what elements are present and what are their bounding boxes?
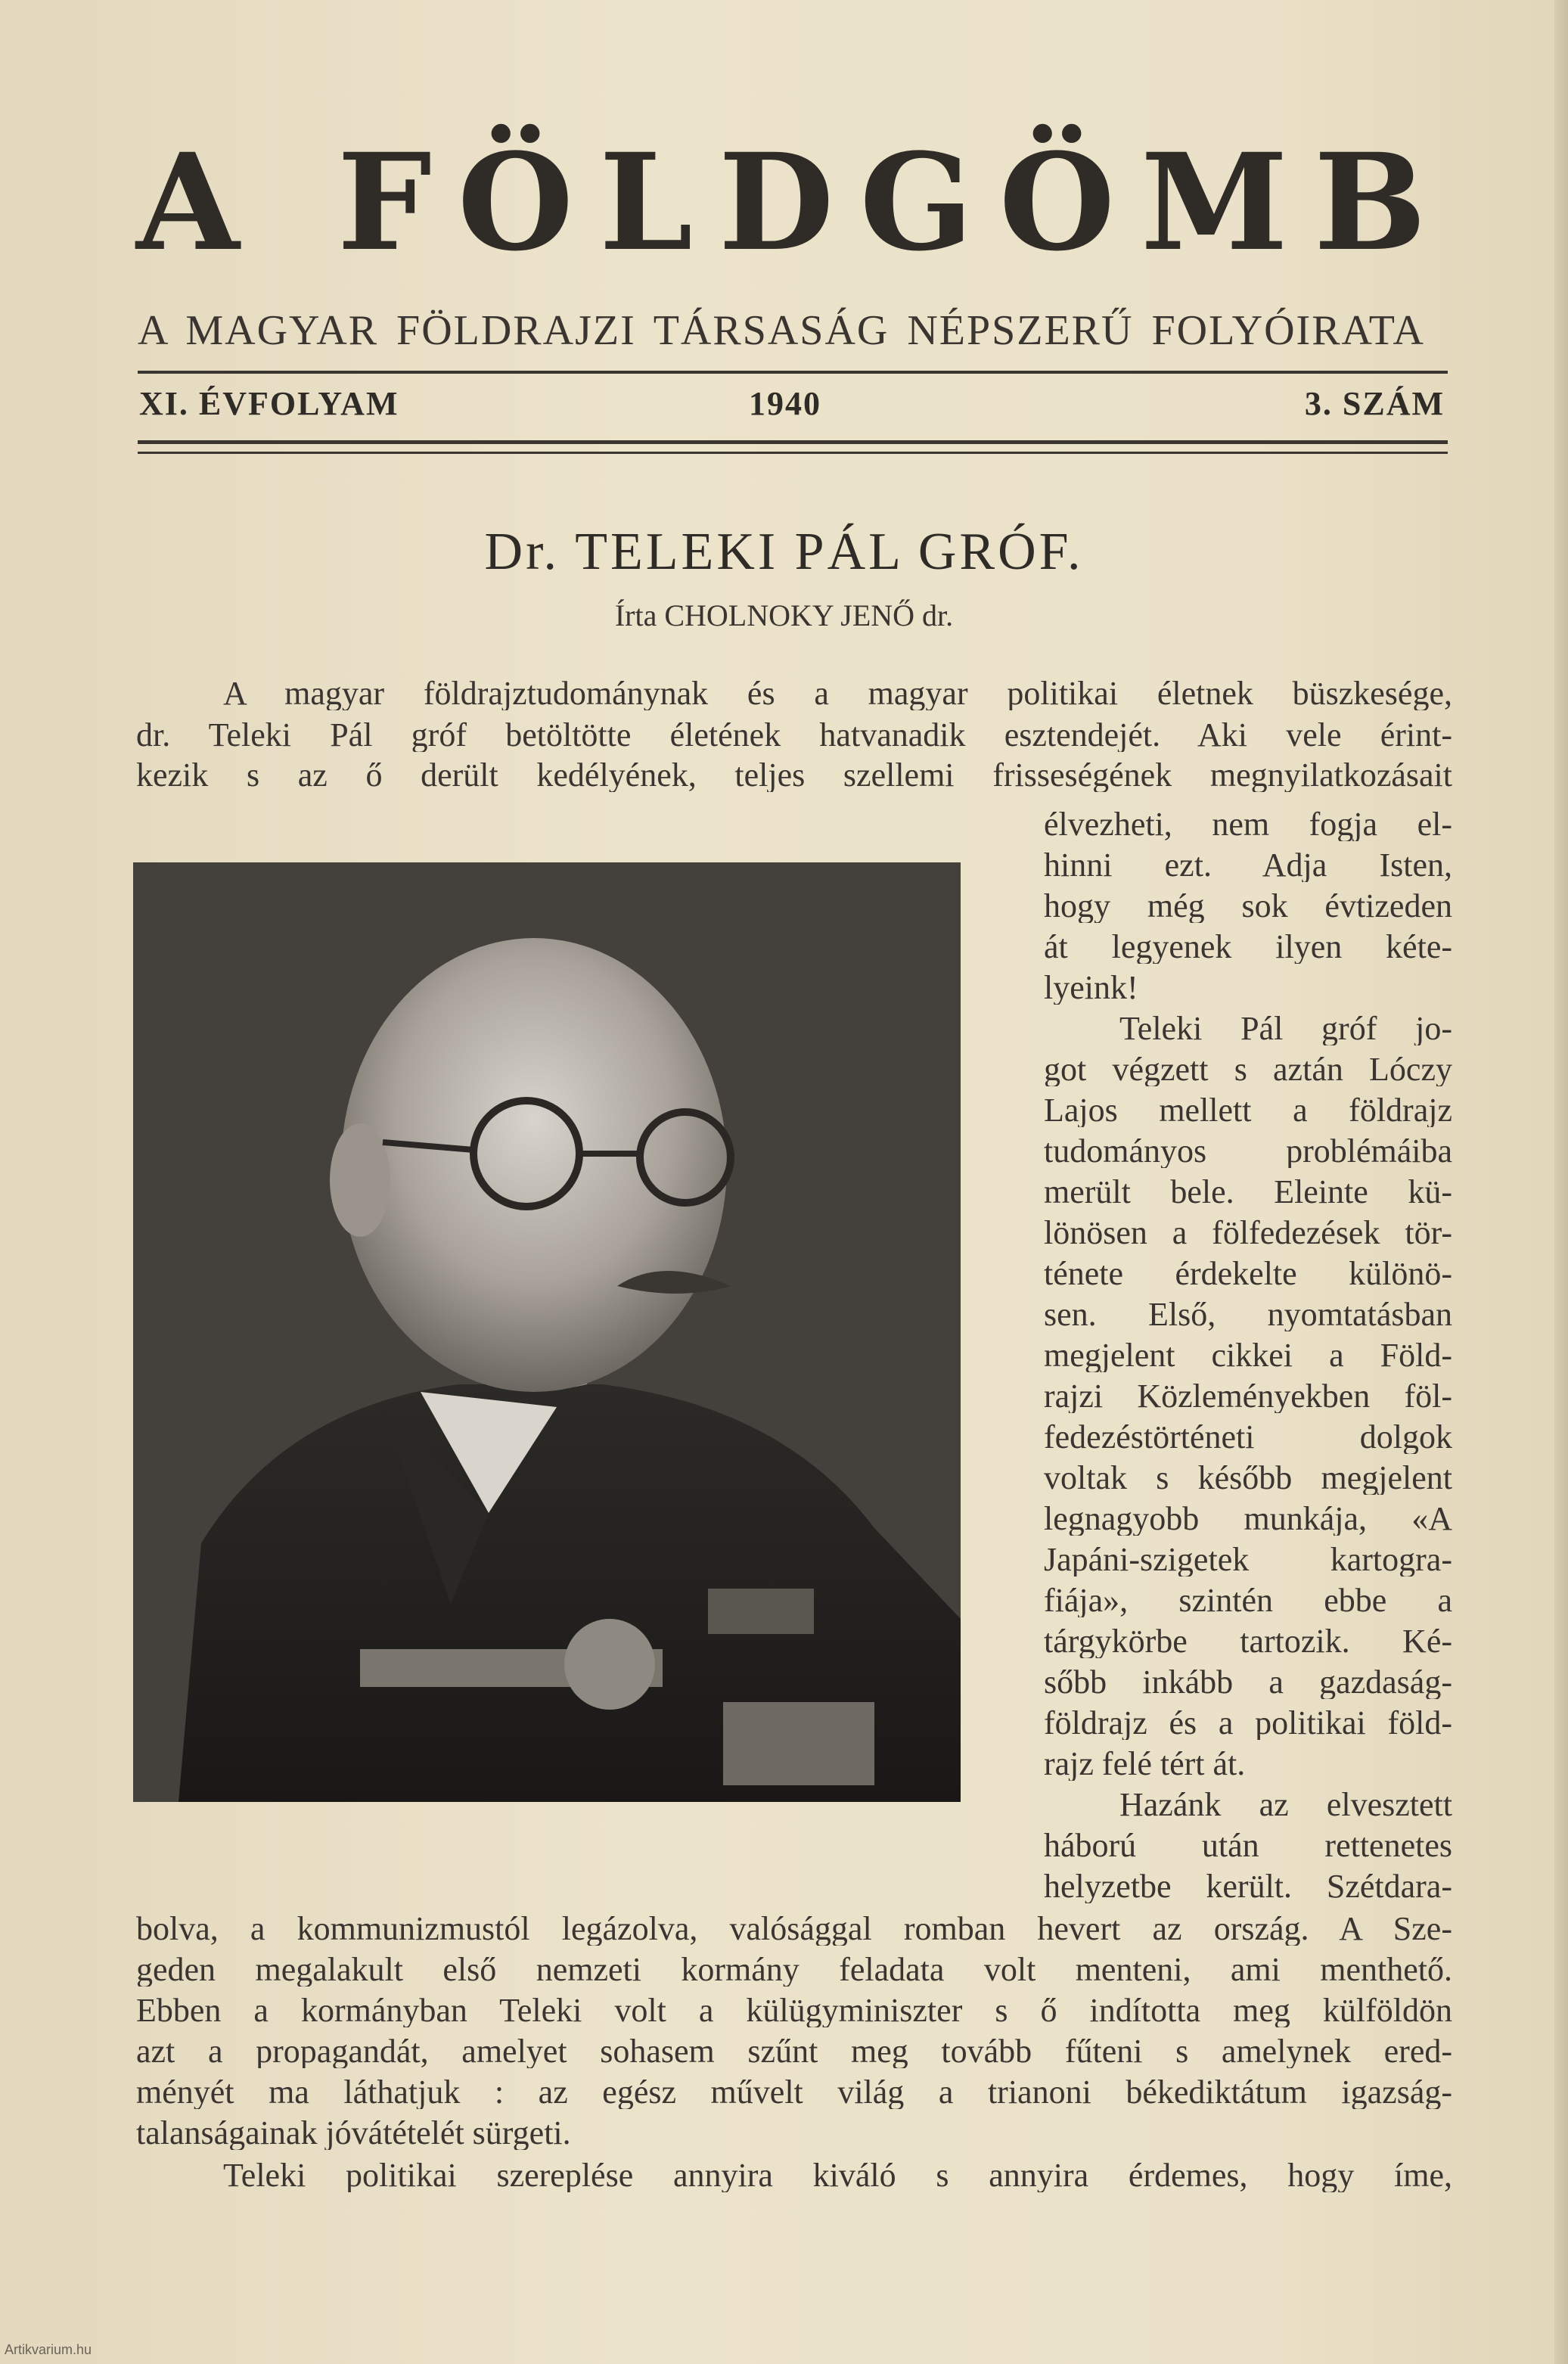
body-line: fedezéstörténeti dolgok (1044, 1421, 1452, 1454)
watermark-credit: Artikvarium.hu (5, 2342, 92, 2357)
body-line: azt a propagandát, amelyet sohasem szűnt meg tovább fűteni s amelynek ered- (136, 2035, 1452, 2068)
volume-label: XI. ÉVFOLYAM (139, 385, 399, 422)
portrait-photo (133, 862, 961, 1802)
body-line: Teleki politikai szereplése annyira kiváló s annyira érdemes, hogy íme, (223, 2159, 1452, 2192)
body-line: bolva, a kommunizmustól legázolva, valósággal romban hevert az ország. A Sze- (136, 1912, 1452, 1946)
body-line: Ebben a kormányban Teleki volt a külügyminiszter s ő indította meg külföldön (136, 1994, 1452, 2027)
body-line: élvezheti, nem fogja el- (1044, 808, 1452, 841)
body-line: hogy még sok évtizeden (1044, 890, 1452, 923)
body-line: helyzetbe került. Szétdara- (1044, 1870, 1452, 1903)
body-line: A magyar földrajztudománynak és a magyar politikai életnek büszkesége, (223, 677, 1452, 710)
body-line: tárgykörbe tartozik. Ké- (1044, 1625, 1452, 1658)
article-title: Dr. TELEKI PÁL GRÓF. (484, 523, 1084, 581)
body-line: got végzett s aztán Lóczy (1044, 1053, 1452, 1086)
masthead-title: A FÖLDGÖMB (136, 124, 1452, 281)
body-line: hinni ezt. Adja Isten, (1044, 849, 1452, 882)
body-line: rajzi Közleményekben föl- (1044, 1380, 1452, 1413)
body-line: sőbb inkább a gazdaság- (1044, 1666, 1452, 1699)
body-line: Japáni-szigetek kartogra- (1044, 1543, 1452, 1577)
body-line: dr. Teleki Pál gróf betöltötte életének hatvanadik esztendejét. Aki vele érint- (136, 719, 1452, 752)
masthead-rule-top (138, 371, 1448, 374)
body-line: fiája», szintén ebbe a (1044, 1584, 1452, 1617)
body-line: Hazánk az elvesztett (1119, 1788, 1452, 1822)
body-line: ményét ma láthatjuk : az egész művelt világ a trianoni békediktátum igazság- (136, 2076, 1452, 2109)
body-line: lyeink! (1044, 971, 1138, 1005)
body-line: ténete érdekelte különö- (1044, 1257, 1452, 1291)
masthead-rule-thin (138, 452, 1448, 454)
portrait-illustration (133, 862, 961, 1802)
body-line: rajz felé tért át. (1044, 1747, 1246, 1781)
body-line: voltak s később megjelent (1044, 1462, 1452, 1495)
masthead-subtitle: A MAGYAR FÖLDRAJZI TÁRSASÁG NÉPSZERŰ FOLYÓIRATA (138, 307, 1425, 354)
body-line: háború után rettenetes (1044, 1829, 1452, 1862)
body-line: tudományos problémáiba (1044, 1135, 1452, 1168)
body-line: talanságainak jóvátételét sürgeti. (136, 2117, 571, 2150)
body-line: kezik s az ő derült kedélyének, teljes szellemi frisseségének megnyilatkozásait (136, 759, 1452, 792)
article-byline: Írta CHOLNOKY JENŐ dr. (614, 598, 954, 632)
body-line: lönösen a fölfedezések tör- (1044, 1216, 1452, 1250)
issue-number: 3. SZÁM (1304, 385, 1445, 422)
body-line: át legyenek ilyen kéte- (1044, 930, 1452, 964)
year-label: 1940 (749, 385, 821, 422)
body-line: Lajos mellett a földrajz (1044, 1094, 1452, 1127)
body-line: földrajz és a politikai föld- (1044, 1707, 1452, 1740)
body-line: sen. Első, nyomtatásban (1044, 1298, 1452, 1331)
body-line: merült bele. Eleinte kü- (1044, 1176, 1452, 1209)
body-line: legnagyobb munkája, «A (1044, 1502, 1452, 1536)
body-line: Teleki Pál gróf jo- (1119, 1012, 1452, 1045)
body-line: geden megalakult első nemzeti kormány feladata volt menteni, ami menthető. (136, 1953, 1452, 1987)
page-edge-shadow (1554, 0, 1568, 2364)
body-line: megjelent cikkei a Föld- (1044, 1339, 1452, 1372)
masthead-rule-bottom (138, 440, 1448, 444)
